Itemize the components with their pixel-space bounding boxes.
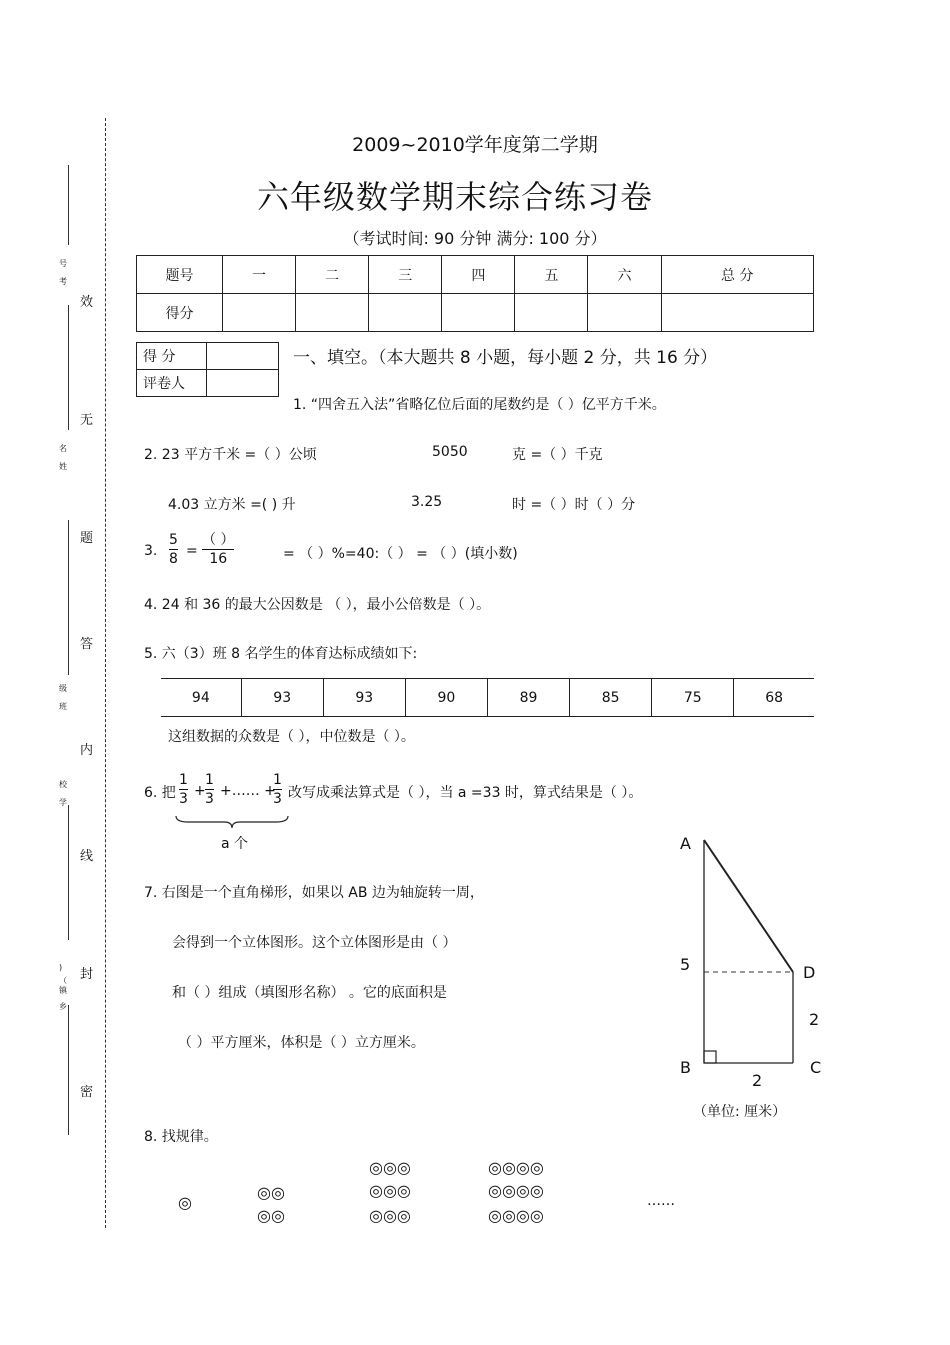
score-cell: 四 xyxy=(442,256,515,294)
score-entry-cell[interactable] xyxy=(515,294,588,332)
grader-box xyxy=(136,342,279,397)
score-cell: 一 xyxy=(223,256,296,294)
fraction-numerator: 5 xyxy=(169,532,178,548)
vertex-label-c: C xyxy=(810,1058,822,1077)
grader-score-entry[interactable] xyxy=(207,343,279,370)
sidebar-warning-char: 封 xyxy=(80,967,94,982)
fraction-numerator: （ ） xyxy=(202,532,235,548)
section-heading: 一、填空。（本大题共 8 小题，每小题 2 分，共 16 分） xyxy=(293,348,718,368)
fraction-denominator: 3 xyxy=(205,791,214,807)
question-4: 4. 24 和 36 的最大公因数是 （ ），最小公倍数是（ ）。 xyxy=(144,597,491,613)
question-2-part: 2. 23 平方千米 =（ ）公顷 xyxy=(144,447,317,463)
length-label: 2 xyxy=(809,1010,820,1029)
sidebar-label: 名 xyxy=(59,444,67,453)
right-angle-mark xyxy=(704,1051,716,1063)
brace-label: a 个 xyxy=(221,836,249,852)
table-cell: 93 xyxy=(323,679,405,717)
term-title: 2009~2010学年度第二学期 xyxy=(352,134,598,156)
question-2-part: 克 =（ ）千克 xyxy=(512,447,603,463)
sidebar-label: （ xyxy=(59,976,67,985)
grader-name-entry[interactable] xyxy=(207,370,279,397)
fraction-numerator: 1 xyxy=(205,772,214,788)
pattern-4-row: ◎◎◎◎ xyxy=(488,1206,544,1225)
sidebar-line xyxy=(68,520,69,675)
table-row xyxy=(161,679,814,717)
fraction-denominator: 3 xyxy=(273,791,282,807)
score-cell: 五 xyxy=(515,256,588,294)
score-cell: 二 xyxy=(296,256,369,294)
sidebar-line xyxy=(68,305,69,430)
fraction-denominator: 16 xyxy=(209,551,228,567)
length-label: 5 xyxy=(680,955,691,974)
sidebar-line xyxy=(68,805,69,940)
sidebar-label: 级 xyxy=(59,684,67,693)
sidebar-label: 校 xyxy=(59,780,67,789)
sidebar-label: 乡 xyxy=(59,1002,67,1011)
plus-sign: + xyxy=(194,783,206,799)
pattern-3-row: ◎◎◎ xyxy=(369,1181,411,1200)
score-entry-cell[interactable] xyxy=(369,294,442,332)
question-3-rest: = （ ）%=40:（ ） = （ ）(填小数) xyxy=(283,546,518,562)
table-cell: 94 xyxy=(191,689,210,706)
unit-label: （单位: 厘米） xyxy=(693,1104,787,1120)
sidebar-label: 考 xyxy=(59,277,67,286)
question-6-fraction xyxy=(179,771,188,808)
score-cell: 得分 xyxy=(137,294,223,332)
question-7-line: 和（ ）组成（填图形名称） 。它的底面积是 xyxy=(172,985,447,1001)
table-cell: 85 xyxy=(570,679,652,717)
score-table-score-row xyxy=(137,294,814,332)
question-2-part: 5050 xyxy=(432,444,468,460)
sidebar-line xyxy=(68,1005,69,1135)
grader-name-label: 评卷人 xyxy=(137,370,207,397)
score-entry-cell[interactable] xyxy=(223,294,296,332)
question-6-prefix: 6. 把 xyxy=(144,785,176,801)
fraction-numerator: 1 xyxy=(179,772,188,788)
score-table xyxy=(136,255,814,332)
pattern-2-row: ◎◎ xyxy=(257,1206,285,1225)
table-cell: 89 xyxy=(487,679,569,717)
question-3-number: 3. xyxy=(144,543,158,559)
question-8: 8. 找规律。 xyxy=(144,1129,218,1145)
pattern-3-row: ◎◎◎ xyxy=(369,1206,411,1225)
question-7-line: 会得到一个立体图形。这个立体图形是由（ ） xyxy=(172,935,457,951)
sidebar-warning-char: 线 xyxy=(80,849,94,864)
sidebar-warning-char: 题 xyxy=(80,531,94,546)
vertex-label-a: A xyxy=(680,834,691,853)
question-2-part: 时 =（ ）时（ ）分 xyxy=(512,497,636,513)
ellipsis-plus: +…… + xyxy=(220,783,276,799)
sidebar-label: 学 xyxy=(59,798,67,807)
score-data-table xyxy=(161,678,814,717)
sidebar-label: 号 xyxy=(59,259,67,268)
question-2-part: 4.03 立方米 =( ) 升 xyxy=(168,497,296,513)
pattern-4-row: ◎◎◎◎ xyxy=(488,1181,544,1200)
fraction-denominator: 3 xyxy=(179,791,188,807)
question-2-part: 3.25 xyxy=(411,494,443,510)
pattern-ellipsis: …… xyxy=(647,1193,675,1209)
sidebar-label: 镇 xyxy=(59,986,67,995)
question-6-fraction xyxy=(273,771,282,808)
equals-sign: = xyxy=(186,543,198,559)
score-cell: 六 xyxy=(588,256,661,294)
score-entry-cell[interactable] xyxy=(588,294,661,332)
question-1: 1. “四舍五入法”省略亿位后面的尾数约是（ ）亿平方千米。 xyxy=(293,397,666,413)
question-7-line: （ ）平方厘米，体积是（ ）立方厘米。 xyxy=(178,1035,425,1051)
table-cell: 93 xyxy=(241,679,323,717)
question-5-followup: 这组数据的众数是（ ），中位数是（ ）。 xyxy=(168,729,415,745)
sidebar-warning-char: 无 xyxy=(80,413,94,428)
table-cell: 90 xyxy=(405,679,487,717)
pattern-4-row: ◎◎◎◎ xyxy=(488,1158,544,1177)
vertex-label-d: D xyxy=(803,963,816,982)
sidebar-warning-char: 密 xyxy=(80,1085,94,1100)
score-entry-cell[interactable] xyxy=(661,294,813,332)
fraction-numerator: 1 xyxy=(273,772,282,788)
question-7-line: 7. 右图是一个直角梯形，如果以 AB 边为轴旋转一周， xyxy=(144,885,484,901)
length-label: 2 xyxy=(752,1071,763,1090)
exam-info: （考试时间: 90 分钟 满分: 100 分） xyxy=(343,229,607,248)
score-cell: 总 分 xyxy=(661,256,813,294)
question-5: 5. 六（3）班 8 名学生的体育达标成绩如下: xyxy=(144,646,418,662)
underbrace xyxy=(174,814,290,830)
question-6-fraction xyxy=(205,771,214,808)
binding-dashed-line xyxy=(105,118,106,1228)
grader-score-label: 得 分 xyxy=(137,343,207,370)
question-6-rest: 改写成乘法算式是（ ），当 a =33 时，算式结果是（ ）。 xyxy=(288,785,643,801)
score-table-header-row xyxy=(137,256,814,294)
score-cell: 题号 xyxy=(137,256,223,294)
pattern-3-row: ◎◎◎ xyxy=(369,1158,411,1177)
fraction-denominator: 8 xyxy=(169,551,178,567)
question-3-fraction xyxy=(202,531,234,568)
edge-ad xyxy=(704,840,793,972)
pattern-1: ◎ xyxy=(178,1193,192,1212)
sidebar-warning-char: 内 xyxy=(80,743,94,758)
sidebar-warning-char: 效 xyxy=(80,295,94,310)
vertex-label-b: B xyxy=(680,1058,691,1077)
pattern-2-row: ◎◎ xyxy=(257,1183,285,1202)
exam-title: 六年级数学期末综合练习卷 xyxy=(256,178,653,216)
score-entry-cell[interactable] xyxy=(442,294,515,332)
score-cell: 三 xyxy=(369,256,442,294)
question-3-fraction xyxy=(169,531,178,568)
score-entry-cell[interactable] xyxy=(296,294,369,332)
table-cell: 75 xyxy=(652,679,734,717)
table-cell: 68 xyxy=(734,679,814,717)
sidebar-warning-char: 答 xyxy=(80,637,94,652)
sidebar-label: ) xyxy=(59,963,63,972)
sidebar-label: 姓 xyxy=(59,462,67,471)
sidebar-label: 班 xyxy=(59,702,67,711)
